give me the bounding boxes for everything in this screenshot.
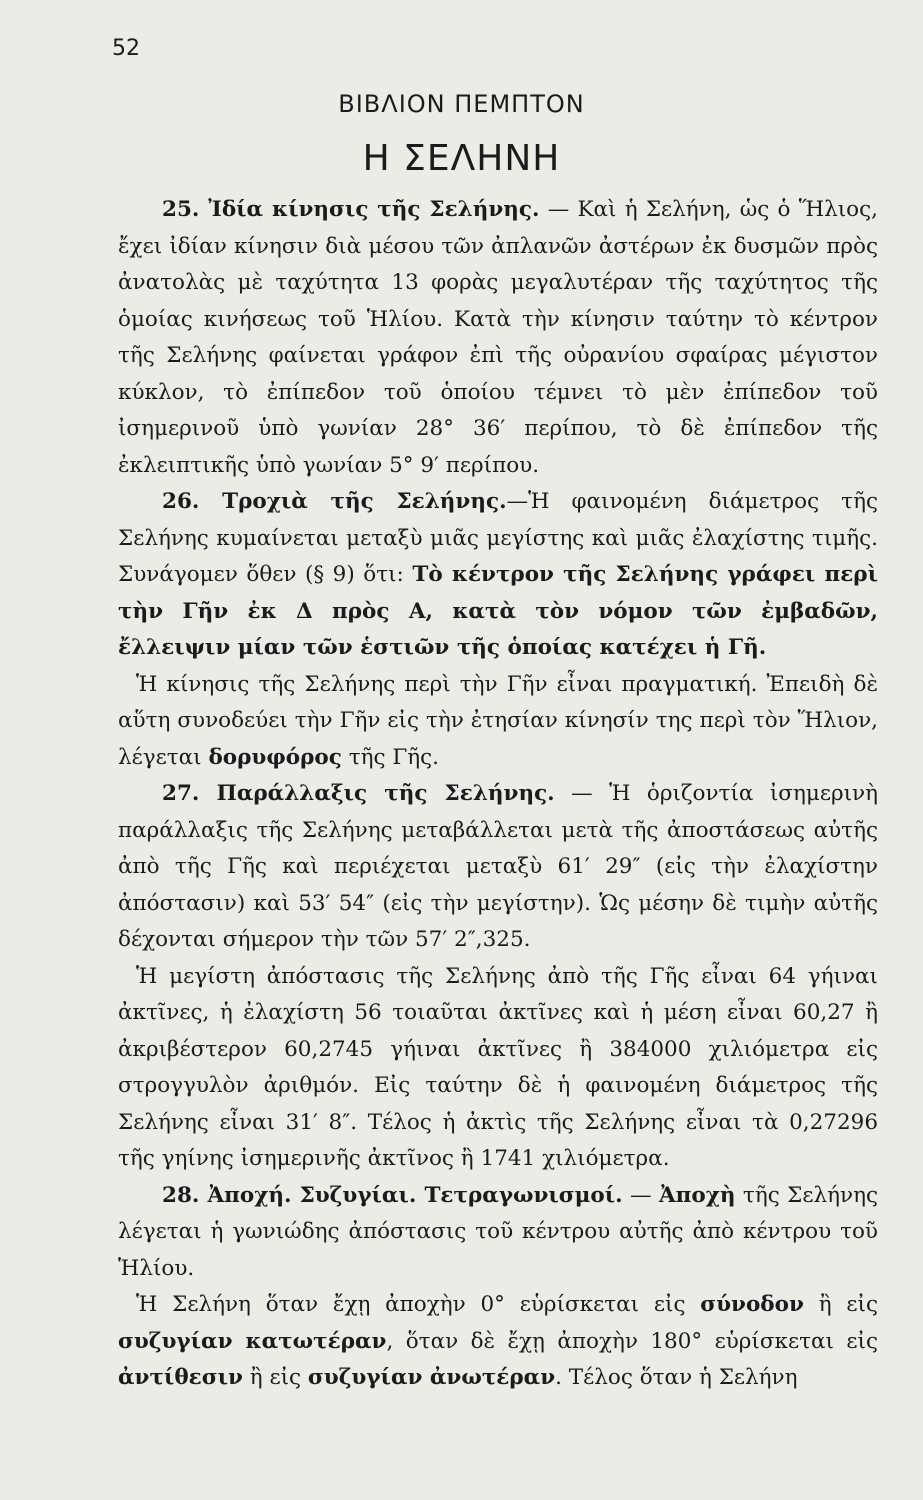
section-25-heading: 25. Ἰδία κίνησις τῆς Σελήνης.: [162, 197, 540, 222]
section-26-heading: 26. Τροχιὰ τῆς Σελήνης.: [162, 489, 507, 514]
section-27-text: — Ἡ ὁριζοντία ἰσημερινὴ παράλλαξις τῆς Σελήνης μεταβάλλεται μετὰ τῆς ἀποστάσεως αὐτῆς ἀπὸ τῆς Γῆς καὶ περιέχεται μεταξὺ 61′ 29″ (εἰς τὴν ἐλαχίστην ἀπόστασιν) καὶ 53′ 54″ (εἰς τὴν μεγίστην). Ὡς μέσην δὲ τιμὴν αὐτῆς δέχονται σήμερον τὴν τῶν 57′ 2″,325.: [118, 781, 878, 952]
section-28-p2-e: . Τέλος ὅταν ἡ Σελήνη: [555, 1365, 798, 1390]
body-text: [118, 192, 878, 1397]
term-upper-syzygy: συζυγίαν ἀνωτέραν: [307, 1365, 556, 1390]
section-27-paragraph-2: Ἡ μεγίστη ἀπόστασις τῆς Σελήνης ἀπὸ τῆς Γῆς εἶναι 64 γήιναι ἀκτῖνες, ἡ ἐλαχίστη 56 τοιαῦται ἀκτῖνες καὶ ἡ μέση εἶναι 60,27 ἢ ἀκριβέστερον 60,2745 γήιναι ἀκτῖνες ἢ 384000 χιλιόμετρα εἰς στρογγυλὸν ἀριθμόν. Εἰς ταύτην δὲ ἡ φαινομένη διάμετρος τῆς Σελήνης εἶναι 31′ 8″. Τέλος ἡ ἀκτὶς τῆς Σελήνης εἶναι τὰ 0,27296 τῆς γηίνης ἰσημερινῆς ἀκτῖνος ἢ 1741 χιλιόμετρα.: [118, 963, 878, 1171]
section-26-p2-after: τῆς Γῆς.: [341, 744, 440, 770]
section-26-statement: Τὸ κέντρον τῆς Σελήνης γράφει περὶ τὴν Γῆν ἐκ Δ πρὸς Α, κατὰ τὸν νόμον τῶν ἐμβαδῶν, ἔλλειψιν μίαν τῶν ἑστιῶν τῆς ὁποίας κατέχει ἡ Γῆ.: [118, 562, 878, 660]
page-number: 52: [112, 36, 140, 61]
section-26-paragraph: [118, 484, 878, 667]
term-satellite: δορυφόρος: [208, 744, 342, 770]
section-28-paragraph-2: [118, 1287, 878, 1397]
section-28-sep: —: [622, 1182, 659, 1208]
section-25-paragraph: [118, 192, 878, 484]
section-27-paragraph: [118, 776, 878, 959]
term-apochi: Ἀποχὴ: [658, 1182, 736, 1208]
section-28-text: τῆς Σελήνης λέγεται ἡ γωνιώδης ἀπόστασις τοῦ κέντρου αὐτῆς ἀπὸ κέντρου τοῦ Ἡλίου.: [118, 1182, 878, 1281]
book-title: ΒΙΒΛΙΟΝ ΠΕΜΠΤΟΝ: [338, 90, 585, 118]
section-28-p2-d: ἢ εἰς: [242, 1365, 308, 1390]
term-synodos: σύνοδον: [700, 1292, 804, 1317]
section-28-heading: 28. Ἀποχή. Συζυγίαι. Τετραγωνισμοί.: [162, 1182, 623, 1208]
section-28-p2-c: , ὅταν δὲ ἔχῃ ἀποχὴν 180° εὑρίσκεται εἰς: [386, 1328, 878, 1354]
section-28-p2-a: Ἡ Σελήνη ὅταν ἔχῃ ἀποχὴν 0° εὑρίσκεται εἰς: [136, 1292, 701, 1317]
chapter-title: Η ΣΕΛΗΝΗ: [362, 138, 561, 179]
section-28-paragraph: [118, 1178, 878, 1288]
section-26-text: —Ἡ φαινομένη διάμετρος τῆς Σελήνης κυμαίνεται μεταξὺ μιᾶς μεγίστης καὶ μιᾶς ἐλαχίστης τιμῆς. Συνάγομεν ὅθεν (§ 9) ὅτι:: [118, 489, 878, 587]
section-26-paragraph-2: [118, 667, 878, 777]
term-lower-syzygy: συζυγίαν κατωτέραν: [118, 1328, 387, 1354]
section-27-heading: 27. Παράλλαξις τῆς Σελήνης.: [162, 781, 555, 806]
section-25-text: — Καὶ ἡ Σελήνη, ὡς ὁ Ἥλιος, ἔχει ἰδίαν κίνησιν διὰ μέσου τῶν ἀπλανῶν ἀστέρων ἐκ δυσμῶν πρὸς ἀνατολὰς μὲ ταχύτητα 13 φορὰς μεγαλυτέραν τῆς ταχύτητος τῆς ὁμοίας κινήσεως τοῦ Ἡλίου. Κατὰ τὴν κίνησιν ταύτην τὸ κέντρον τῆς Σελήνης φαίνεται γράφον ἐπὶ τῆς οὐρανίου σφαίρας μέγιστον κύκλον, τὸ ἐπίπεδον τοῦ ὁποίου τέμνει τὸ μὲν ἐπίπεδον τοῦ ἰσημερινοῦ ὑπὸ γωνίαν 28° 36′ περίπου, τὸ δὲ ἐπίπεδον τῆς ἐκλειπτικῆς ὑπὸ γωνίαν 5° 9′ περίπου.: [118, 197, 878, 478]
section-26-p2-before: Ἡ κίνησις τῆς Σελήνης περὶ τὴν Γῆν εἶναι πραγματική. Ἐπειδὴ δὲ αὕτη συνοδεύει τὴν Γῆν εἰς τὴν ἐτησίαν κίνησίν της περὶ τὸν Ἥλιον, λέγεται: [118, 671, 878, 770]
term-opposition: ἀντίθεσιν: [118, 1365, 243, 1390]
section-28-p2-b: ἢ εἰς: [803, 1292, 878, 1317]
